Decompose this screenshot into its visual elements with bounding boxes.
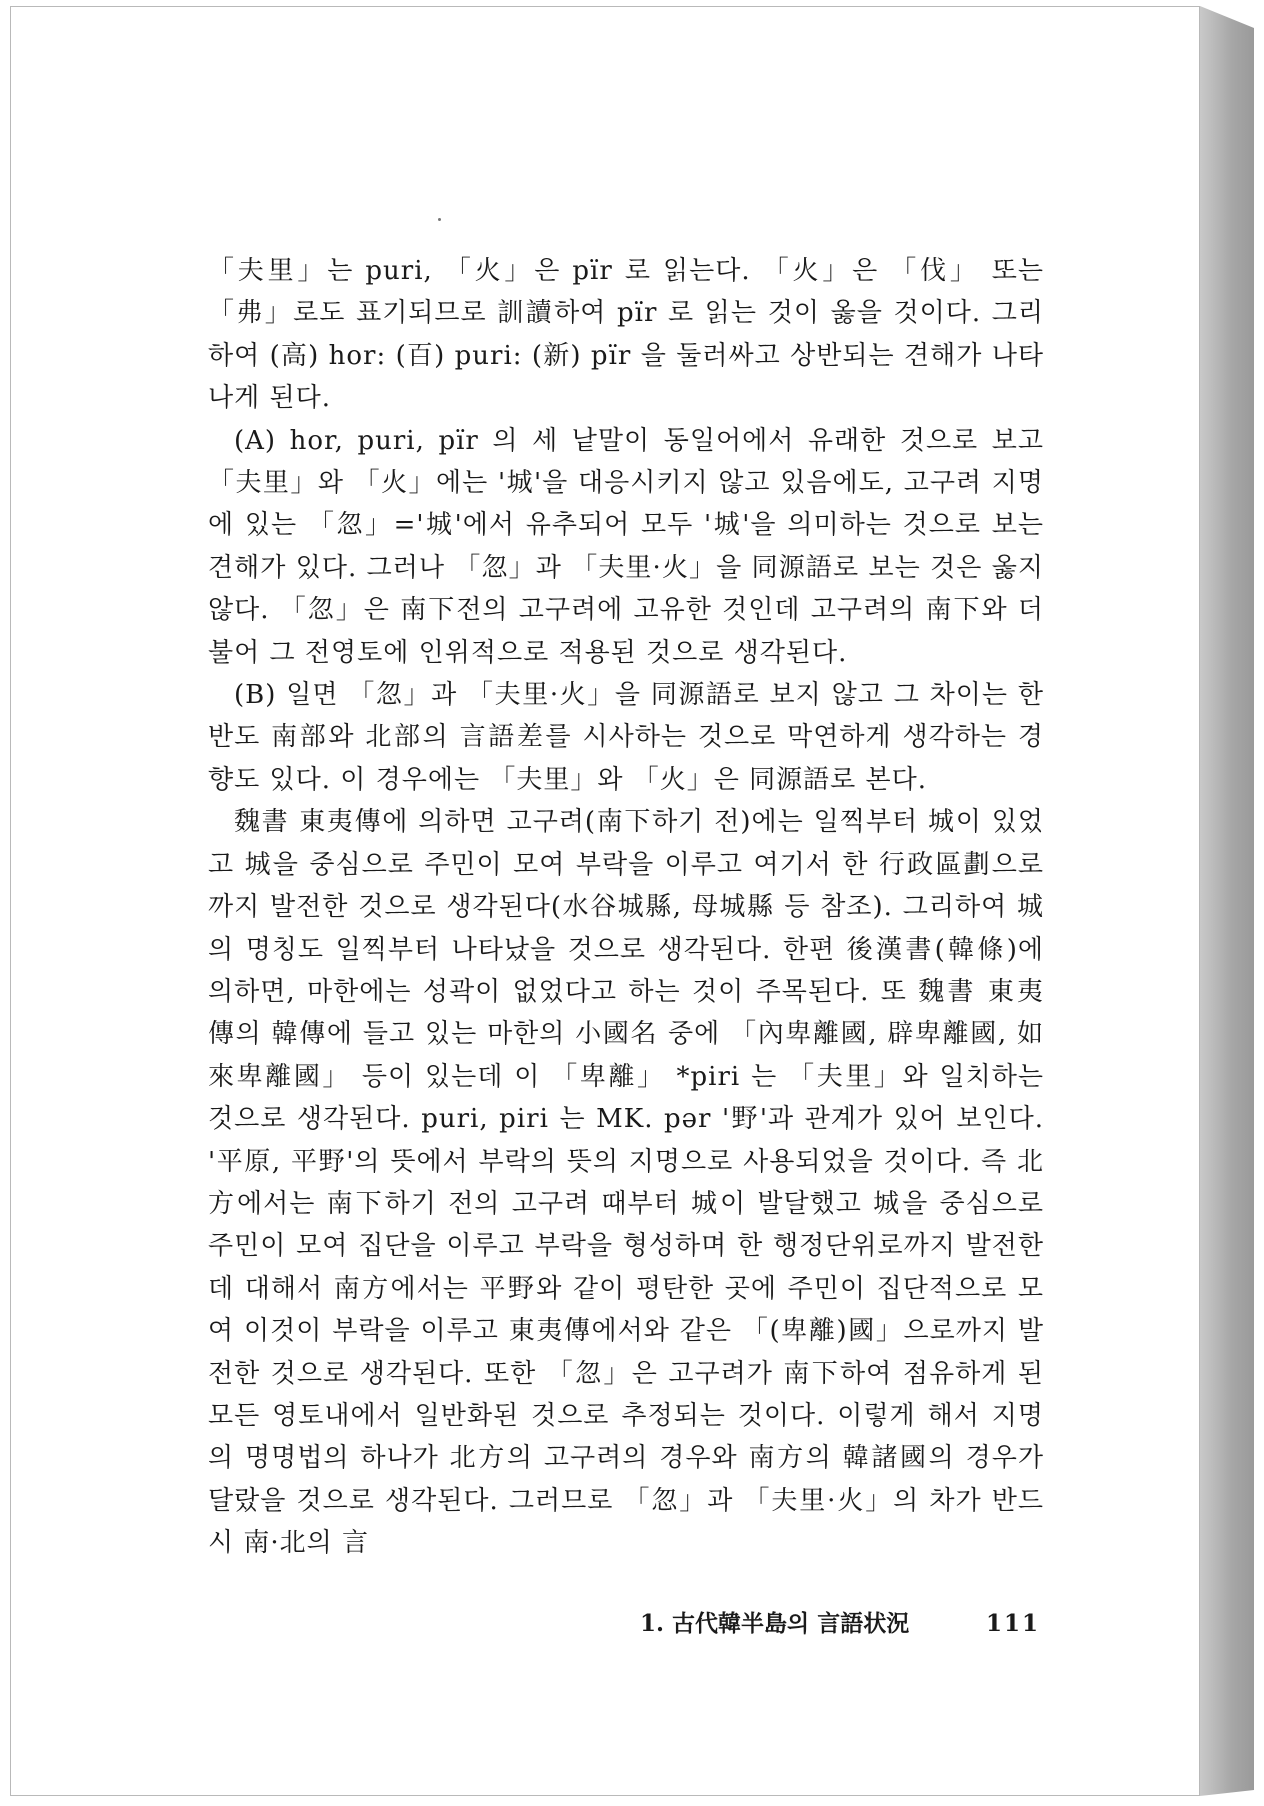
page-edge-shadow: [1200, 6, 1254, 1796]
running-footer: [640, 1606, 1040, 1642]
page-number: 111: [985, 1610, 1040, 1637]
paragraph-1: 「夫里」는 puri, 「火」은 pïr 로 읽는다. 「火」은 「伐」 또는 「弗」로도 표기되므로 訓讀하여 pïr 로 읽는 것이 옳을 것이다. 그리하여 (高) hor: (百) puri: (新) pïr 을 둘러싸고 상반되는 견해가 나타나게 된다.: [208, 256, 1044, 414]
body-text: [208, 250, 1044, 1565]
paragraph-2: (A) hor, puri, pïr 의 세 낱말이 동일어에서 유래한 것으로 보고 「夫里」와 「火」에는 '城'을 대응시키지 않고 있음에도, 고구려 지명에 있는 「忽」='城'에서 유추되어 모두 '城'을 의미하는 것으로 보는 견해가 있다. 그러나 「忽」과 「夫里·火」을 同源語로 보는 것은 옳지 않다. 「忽」은 南下전의 고구려에 고유한 것인데 고구려의 南下와 더불어 그 전영토에 인위적으로 적용된 것으로 생각된다.: [208, 425, 1044, 668]
chapter-title: 1. 古代韓半島의 言語状況: [640, 1610, 910, 1637]
paragraph-3: (B) 일면 「忽」과 「夫里·火」을 同源語로 보지 않고 그 차이는 한반도 南部와 北部의 言語差를 시사하는 것으로 막연하게 생각하는 경향도 있다. 이 경우에는 「夫里」와 「火」은 同源語로 본다.: [208, 680, 1044, 795]
page-speck: [438, 218, 441, 221]
paragraph-4: 魏書 東夷傳에 의하면 고구려(南下하기 전)에는 일찍부터 城이 있었고 城을 중심으로 주민이 모여 부락을 이루고 여기서 한 行政區劃으로까지 발전한 것으로 생각된다(水谷城縣, 母城縣 등 참조). 그리하여 城의 명칭도 일찍부터 나타났을 것으로 생각된다. 한편 後漢書(韓條)에 의하면, 마한에는 성곽이 없었다고 하는 것이 주목된다. 또 魏書 東夷傳의 韓傳에 들고 있는 마한의 小國名 중에 「內卑離國, 辟卑離國, 如來卑離國」 등이 있는데 이 「卑離」 *piri 는 「夫里」와 일치하는 것으로 생각된다. puri, piri 는 MK. pǝr '野'과 관계가 있어 보인다. '平原, 平野'의 뜻에서 부락의 뜻의 지명으로 사용되었을 것이다. 즉 北方에서는 南下하기 전의 고구려 때부터 城이 발달했고 城을 중심으로 주민이 모여 집단을 이루고 부락을 형성하며 한 행정단위로까지 발전한 데 대해서 南方에서는 平野와 같이 평탄한 곳에 주민이 집단적으로 모여 이것이 부락을 이루고 東夷傳에서와 같은 「(卑離)國」으로까지 발전한 것으로 생각된다. 또한 「忽」은 고구려가 南下하여 점유하게 된 모든 영토내에서 일반화된 것으로 추정되는 것이다. 이렇게 해서 지명의 명명법의 하나가 北方의 고구려의 경우와 南方의 韓諸國의 경우가 달랐을 것으로 생각된다. 그러므로 「忽」과 「夫里·火」의 차가 반드시 南·北의 言: [208, 807, 1044, 1559]
